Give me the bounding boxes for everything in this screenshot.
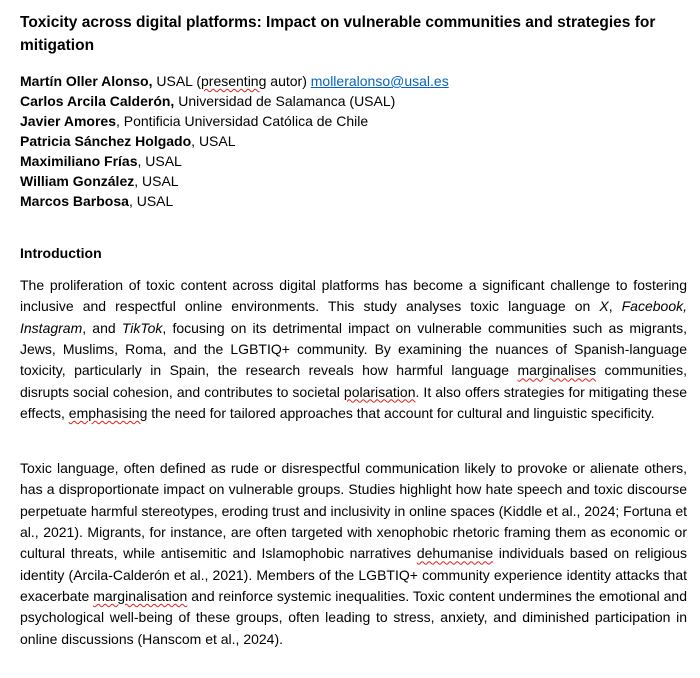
document-title: Toxicity across digital platforms: Impact on vulnerable communities and strategies for mitigation	[20, 14, 656, 54]
author-affiliation: Universidad de Salamanca (USAL)	[174, 93, 396, 109]
section-heading: Introduction	[20, 245, 102, 261]
author-name: Marcos Barbosa	[20, 193, 129, 209]
spellcheck-word: emphasising	[68, 405, 148, 422]
spellcheck-word: polarisation	[343, 383, 416, 400]
author-affiliation: , USAL	[128, 193, 174, 209]
author-line	[20, 151, 680, 171]
paragraph-text: Toxic language, often defined as rude or disrespectful communication likely to provoke or alienate others, has a disproportionate impact on vulnerable groups. Studies highlight how hate speech and toxic discourse perpetuate harmful stereotypes, eroding trust and inclusivity in online spaces (Kiddle et al., 2024; Fortuna et al., 2021). Migrants, for instance, are often targeted with xenophobic rhetoric framing them as economic or cultural threats, while antisemitic and Islamophobic narratives	[20, 460, 687, 562]
platform-name: Facebook, Instagram	[20, 298, 687, 336]
platform-name: X	[599, 298, 609, 315]
spellcheck-word: dehumanise	[416, 545, 494, 562]
paragraph-text: . It also offers strategies for mitigating these effects,	[20, 383, 687, 422]
spellcheck-word: marginalisation	[93, 588, 188, 605]
author-affiliation: , USAL	[137, 153, 182, 169]
author-affiliation: , Pontificia Universidad Católica de Chile	[115, 113, 369, 129]
author-line	[20, 171, 680, 191]
author-name: Maximiliano Frías	[20, 153, 138, 169]
paragraph-text: the need for tailored approaches that account for cultural and linguistic specificity.	[147, 405, 655, 422]
author-affiliation: , USAL	[134, 173, 179, 189]
author-email-link[interactable]: molleralonso@usal.es	[310, 73, 449, 89]
paragraph-text: communities, disrupts social cohesion, and contributes to societal	[20, 362, 687, 400]
author-line	[20, 111, 680, 131]
paragraph-text: and reinforce systemic inequalities. Toxic content undermines the emotional and psychological well-being of these groups, often leading to stress, anxiety, and diminished participation in online discussions (Hanscom et al., 2024).	[20, 588, 687, 647]
author-name: Martín Oller Alonso,	[20, 73, 153, 89]
paragraph-text: , focusing on its detrimental impact on vulnerable communities such as migrants, Jews, Muslims, Roma, and the LGBTIQ+ community. By examining the nuances of Spanish-language toxicity, particularly in Spain, the research reveals how harmful language	[20, 319, 687, 379]
author-line	[20, 191, 680, 211]
spellcheck-word: marginalises	[517, 362, 597, 379]
author-name: Javier Amores	[20, 113, 116, 129]
author-line	[20, 131, 680, 151]
spellcheck-word: presenting	[201, 73, 267, 89]
author-list	[20, 71, 680, 211]
author-name: Carlos Arcila Calderón,	[20, 93, 175, 109]
author-affiliation-rest: autor)	[266, 73, 311, 89]
body-paragraph	[20, 275, 687, 424]
author-affiliation: , USAL	[191, 133, 236, 149]
author-name: Patricia Sánchez Holgado	[20, 133, 192, 149]
paragraph-text: The proliferation of toxic content across digital platforms has become a significant challenge to fostering inclusive and respectful online environments. This study analyses toxic language on	[20, 277, 687, 315]
author-name: William González	[20, 173, 135, 189]
author-line	[20, 91, 680, 111]
body-paragraph	[20, 458, 687, 650]
paragraph-text: , and	[82, 319, 122, 336]
author-affiliation: USAL (	[152, 73, 201, 89]
platform-name: TikTok	[121, 319, 163, 336]
paragraph-text: ,	[608, 298, 622, 315]
paragraph-text: individuals based on religious identity (Arcila-Calderón et al., 2021). Members of the LGBTIQ+ community experience identity attacks that exacerbate	[20, 545, 687, 605]
author-line	[20, 71, 680, 91]
